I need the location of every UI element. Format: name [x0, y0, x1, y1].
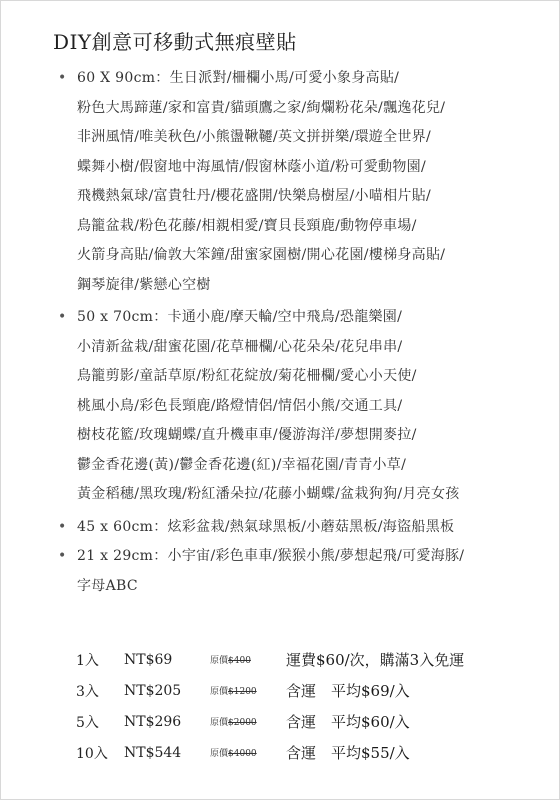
size-section-60x90 [58, 64, 445, 300]
section-line [58, 64, 445, 94]
price-amount: NT$69 [124, 651, 173, 668]
price-amount: NT$296 [124, 713, 182, 730]
size-section-45x60 [58, 513, 454, 543]
section-text: 桃風小鳥/彩色長頸鹿/路燈情侶/情侶小熊/交通工具/ [77, 397, 403, 414]
section-text: 樹枝花籃/玫瑰蝴蝶/直升機車車/優游海洋/夢想開麥拉/ [77, 427, 417, 443]
price-row [76, 706, 464, 737]
price-row [76, 737, 464, 768]
section-text: 非洲風情/唯美秋色/小熊盪鞦韆/英文拼拼樂/環遊全世界/ [77, 129, 431, 145]
section-line [58, 94, 445, 124]
section-line [58, 212, 445, 242]
section-text: 黃金稻穗/黑玫瑰/粉紅潘朵拉/花藤小蝴蝶/盆栽狗狗/月亮女孩 [77, 486, 460, 502]
section-line [58, 333, 460, 363]
section-text: 45 x 60cm：炫彩盆栽/熱氣球黑板/小蘑菇黑板/海盜船黑板 [77, 519, 455, 535]
section-text: 鋼琴旋律/紫戀心空樹 [77, 276, 211, 293]
price-quantity: 1入 [76, 652, 99, 669]
price-quantity: 10入 [76, 745, 108, 762]
section-line [58, 513, 454, 543]
price-note: 運費$60/次，購滿3入免運 [286, 651, 465, 669]
bullet-icon: • [58, 70, 67, 86]
original-price: 原價$2000 [210, 718, 257, 728]
price-note: 含運 平均$60/入 [286, 713, 410, 731]
price-row [76, 675, 464, 706]
bullet-icon: • [58, 309, 67, 325]
section-text: 飛機熱氣球/富貴牡丹/櫻花盛開/快樂鳥樹屋/小喵相片貼/ [77, 188, 431, 204]
section-line [58, 392, 460, 422]
section-text: 60 X 90cm：生日派對/柵欄小馬/可愛小象身高貼/ [77, 70, 400, 86]
section-text: 鬱金香花邊(黃)/鬱金香花邊(紅)/幸福花園/青青小草/ [77, 456, 407, 473]
original-price: 原價$400 [210, 656, 251, 666]
original-price: 原價$4000 [210, 749, 257, 759]
section-line [58, 421, 460, 451]
price-quantity: 3入 [76, 683, 99, 700]
section-text: 字母ABC [77, 577, 138, 594]
section-text: 粉色大馬蹄蓮/家和富貴/貓頭鷹之家/絢爛粉花朵/飄逸花兒/ [77, 99, 446, 116]
price-note: 含運 平均$55/入 [286, 744, 410, 762]
bullet-icon: • [58, 548, 67, 564]
section-line [58, 241, 445, 271]
pricing-table [76, 644, 464, 768]
price-note: 含運 平均$69/入 [286, 682, 410, 700]
section-text: 50 x 70cm：卡通小鹿/摩天輪/空中飛鳥/恐龍樂園/ [77, 309, 403, 325]
section-line [58, 182, 445, 212]
section-line [58, 542, 464, 572]
section-line [58, 271, 445, 301]
section-text: 小清新盆栽/甜蜜花園/花草柵欄/心花朵朵/花兒串串/ [77, 338, 403, 355]
page-title: DIY創意可移動式無痕壁貼 [53, 30, 297, 54]
section-text: 21 x 29cm：小宇宙/彩色車車/猴猴小熊/夢想起飛/可愛海豚/ [77, 548, 465, 564]
price-quantity: 5入 [76, 714, 99, 731]
section-text: 火箭身高貼/倫敦大笨鐘/甜蜜家園樹/開心花園/樓梯身高貼/ [77, 247, 446, 263]
original-price: 原價$1200 [210, 687, 257, 697]
section-line [58, 303, 460, 333]
section-line [58, 451, 460, 481]
section-line [58, 480, 460, 510]
section-line [58, 153, 445, 183]
section-text: 鳥籠盆栽/粉色花藤/相親相愛/寶貝長頸鹿/動物停車場/ [77, 217, 417, 234]
price-amount: NT$205 [124, 682, 182, 699]
section-line [58, 572, 464, 602]
price-amount: NT$544 [124, 744, 182, 761]
size-section-50x70 [58, 303, 460, 510]
section-text: 鳥籠剪影/童話草原/粉紅花綻放/菊花柵欄/愛心小天使/ [77, 368, 417, 384]
section-line [58, 123, 445, 153]
section-line [58, 362, 460, 392]
size-section-21x29 [58, 542, 464, 601]
bullet-icon: • [58, 519, 67, 535]
price-row [76, 644, 464, 675]
section-text: 蝶舞小樹/假窗地中海風情/假窗林蔭小道/粉可愛動物園/ [77, 158, 426, 175]
